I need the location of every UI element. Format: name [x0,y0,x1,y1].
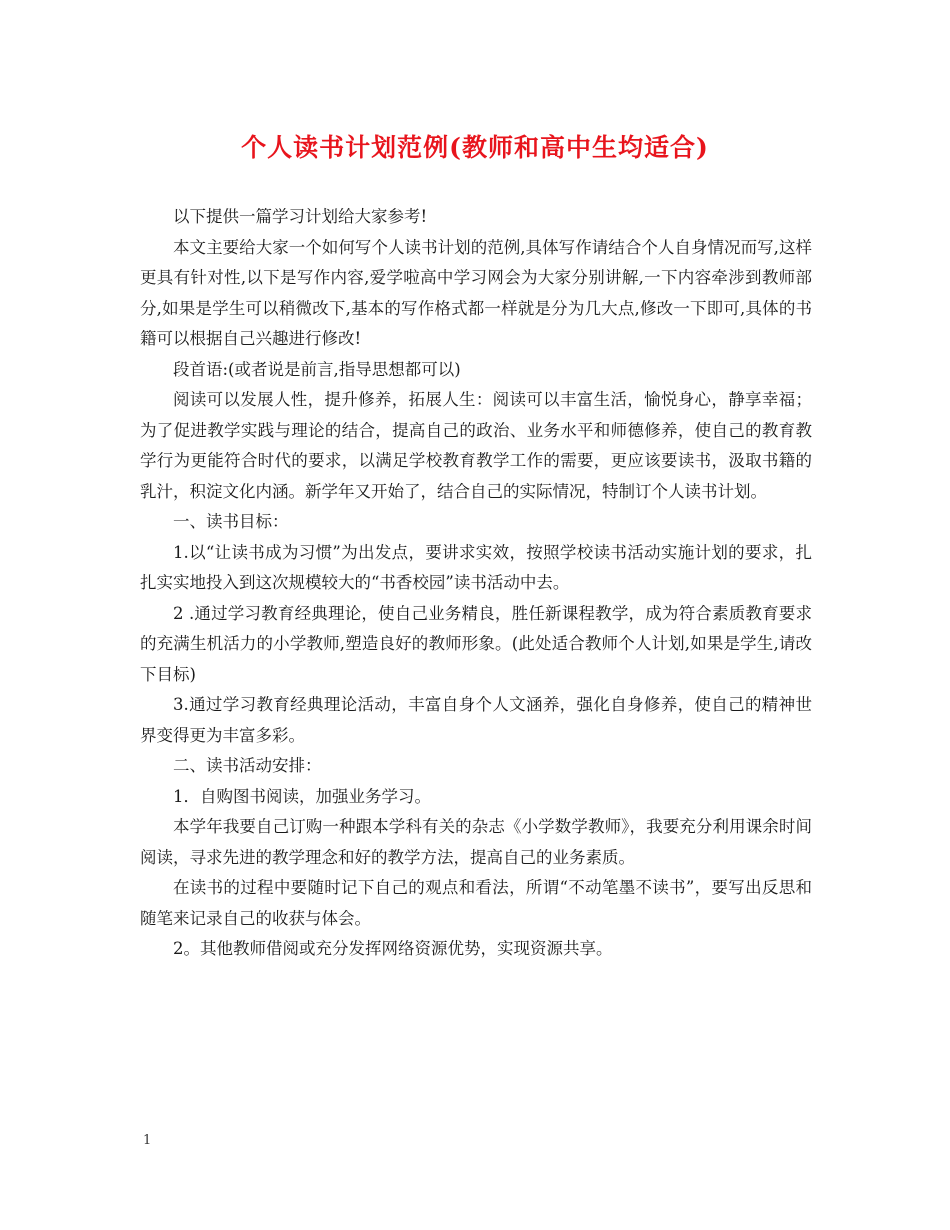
paragraph-intro: 以下提供一篇学习计划给大家参考! [173,207,428,226]
activity-paragraph-2: 在读书的过程中要随时记下自己的观点和看法，所谓“不动笔墨不读书”，要写出反思和随笔来记录自己的收获与体会。 [140,878,812,928]
goal-item-1: 1.以“让读书成为习惯”为出发点，要讲求实效，按照学校读书活动实施计划的要求，扎扎实实地投入到这次规模较大的“书香校园”读书活动中去。 [140,542,812,592]
page-number: 1 [143,1133,152,1148]
paragraph-overview: 本文主要给大家一个如何写个人读书计划的范例,具体写作请结合个人自身情况而写,这样更具有针对性,以下是写作内容,爱学啦高中学习网会为大家分别讲解,一下内容牵涉到教师部分,如果是学生可以稍微改下,基本的写作格式都一样就是分为几大点,修改一下即可,具体的书籍可以根据自己兴趣进行修改! [140,237,812,348]
section-heading-activities: 二、读书活动安排： [173,756,322,775]
goal-item-2: 2 .通过学习教育经典理论，使自己业务精良，胜任新课程教学，成为符合素质教育要求的充满生机活力的小学教师,塑造良好的教师形象。(此处适合教师个人计划,如果是学生,请改下目标) [140,603,812,684]
activity-item-1: 1．自购图书阅读，加强业务学习。 [173,786,431,806]
activity-item-2: 2。其他教师借阅或充分发挥网络资源优势，实现资源共享。 [173,939,613,958]
document-body [140,202,812,965]
goal-item-3: 3.通过学习教育经典理论活动，丰富自身个人文涵养，强化自身修养，使自己的精神世界变得更为丰富多彩。 [140,695,812,745]
section-heading-goals: 一、读书目标： [173,512,289,531]
paragraph-preface: 阅读可以发展人性，提升修养，拓展人生：阅读可以丰富生活，愉悦身心，静享幸福；为了促进教学实践与理论的结合，提高自己的政治、业务水平和师德修养，使自己的教育教学行为更能符合时代的要求，以满足学校教育教学工作的需要，更应该要读书，汲取书籍的乳汁，积淀文化内涵。新学年又开始了，结合自己的实际情况，特制订个人读书计划。 [140,390,812,501]
paragraph-preface-label: 段首语:(或者说是前言,指导思想都可以) [173,359,461,379]
activity-paragraph-1: 本学年我要自己订购一种跟本学科有关的杂志《小学数学教师》，我要充分利用课余时间阅读，寻求先进的教学理念和好的教学方法，提高自己的业务素质。 [140,817,812,867]
document-title: 个人读书计划范例(教师和高中生均适合) [241,133,709,162]
